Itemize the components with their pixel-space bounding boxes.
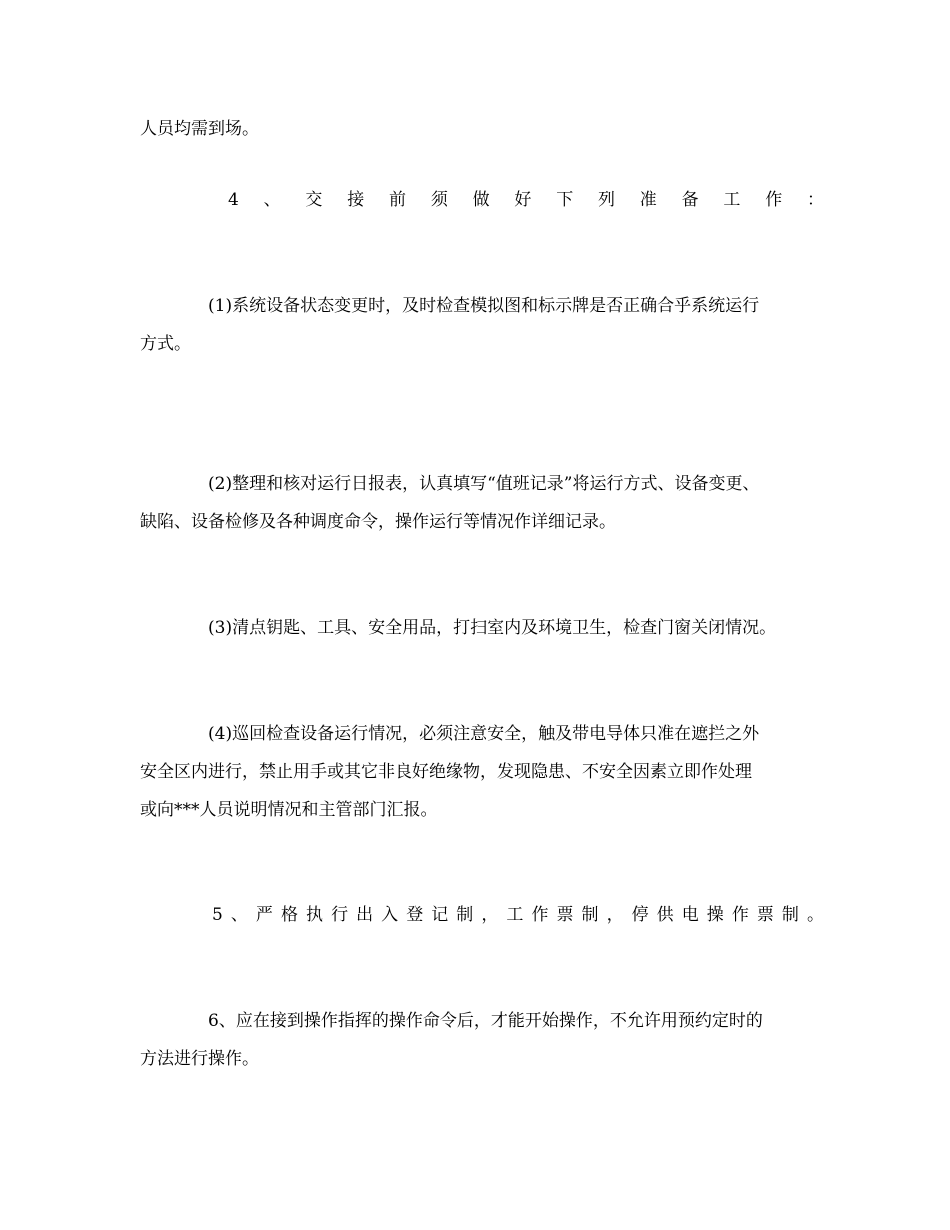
heading-character: ， xyxy=(481,905,499,925)
heading-character: 执 xyxy=(306,905,324,925)
heading-character: 供 xyxy=(656,905,674,925)
heading-character: 出 xyxy=(356,905,374,925)
heading-character: 准 xyxy=(639,190,657,210)
paragraph-line: 缺陷、设备检修及各种调度命令，操作运行等情况作详细记录。 xyxy=(140,512,616,532)
heading-character: 做 xyxy=(472,190,490,210)
paragraph-item-4-cont xyxy=(140,753,820,791)
paragraph-line: 安全区内进行，禁止用手或其它非良好绝缘物，发现隐患、不安全因素立即作处理 xyxy=(140,762,752,782)
heading-character: 入 xyxy=(381,905,399,925)
heading-character: 交 xyxy=(305,190,323,210)
section-item-6-cont xyxy=(140,1040,820,1078)
heading-character: 。 xyxy=(806,905,824,925)
paragraph-line: (3)清点钥匙、工具、安全用品，打扫室内及环境卫生，检查门窗关闭情况。 xyxy=(208,618,777,638)
paragraph-line: 人员均需到场。 xyxy=(140,119,259,139)
section-item-5 xyxy=(212,896,824,934)
heading-character: 停 xyxy=(631,905,649,925)
heading-character: 好 xyxy=(514,190,532,210)
section-heading-4 xyxy=(228,181,824,219)
heading-character: 作 xyxy=(765,190,783,210)
heading-character: 4 xyxy=(228,190,239,210)
heading-character: 电 xyxy=(681,905,699,925)
paragraph-line: 方法进行操作。 xyxy=(140,1049,259,1069)
heading-character: 操 xyxy=(706,905,724,925)
paragraph-continuation xyxy=(140,110,820,148)
heading-character: 行 xyxy=(331,905,349,925)
heading-character: 接 xyxy=(347,190,365,210)
paragraph-item-1-cont xyxy=(140,325,820,363)
paragraph-item-4-cont xyxy=(140,791,820,829)
section-item-6 xyxy=(140,1002,820,1040)
paragraph-line: 6、应在接到操作指挥的操作命令后，才能开始操作，不允许用预约定时的 xyxy=(208,1011,763,1031)
paragraph-line: (1)系统设备状态变更时，及时检查模拟图和标示牌是否正确合乎系统运行 xyxy=(208,296,760,316)
heading-character: ， xyxy=(606,905,624,925)
heading-character: 格 xyxy=(280,905,298,925)
heading-character: 作 xyxy=(531,905,549,925)
paragraph-item-1 xyxy=(140,287,820,325)
heading-character: 制 xyxy=(456,905,474,925)
paragraph-line: 或向***人员说明情况和主管部门汇报。 xyxy=(140,800,438,820)
heading-character: 工 xyxy=(723,190,741,210)
heading-character: 作 xyxy=(731,905,749,925)
heading-character: 备 xyxy=(681,190,699,210)
paragraph-item-2 xyxy=(140,465,820,503)
paragraph-item-4 xyxy=(140,715,820,753)
heading-character: 列 xyxy=(598,190,615,210)
heading-character: 前 xyxy=(389,190,407,210)
heading-character: 、 xyxy=(263,190,281,210)
heading-character: 须 xyxy=(430,190,448,210)
heading-character: 登 xyxy=(406,905,424,925)
paragraph-line: (4)巡回检查设备运行情况，必须注意安全，触及带电导体只准在遮拦之外 xyxy=(208,724,760,744)
paragraph-item-3 xyxy=(140,609,820,647)
paragraph-line: 方式。 xyxy=(140,334,191,354)
heading-character: 制 xyxy=(781,905,799,925)
heading-character: 记 xyxy=(431,905,449,925)
heading-character: 票 xyxy=(756,905,774,925)
paragraph-item-2-cont xyxy=(140,503,820,541)
heading-character: 票 xyxy=(556,905,574,925)
heading-character: 5 xyxy=(212,905,223,925)
heading-character: ： xyxy=(806,190,824,210)
heading-character: 、 xyxy=(230,905,248,925)
heading-character: 下 xyxy=(556,190,574,210)
heading-character: 严 xyxy=(255,905,273,925)
paragraph-line: (2)整理和核对运行日报表，认真填写“值班记录”将运行方式、设备变更、 xyxy=(208,474,760,494)
heading-character: 工 xyxy=(506,905,524,925)
heading-character: 制 xyxy=(581,905,599,925)
